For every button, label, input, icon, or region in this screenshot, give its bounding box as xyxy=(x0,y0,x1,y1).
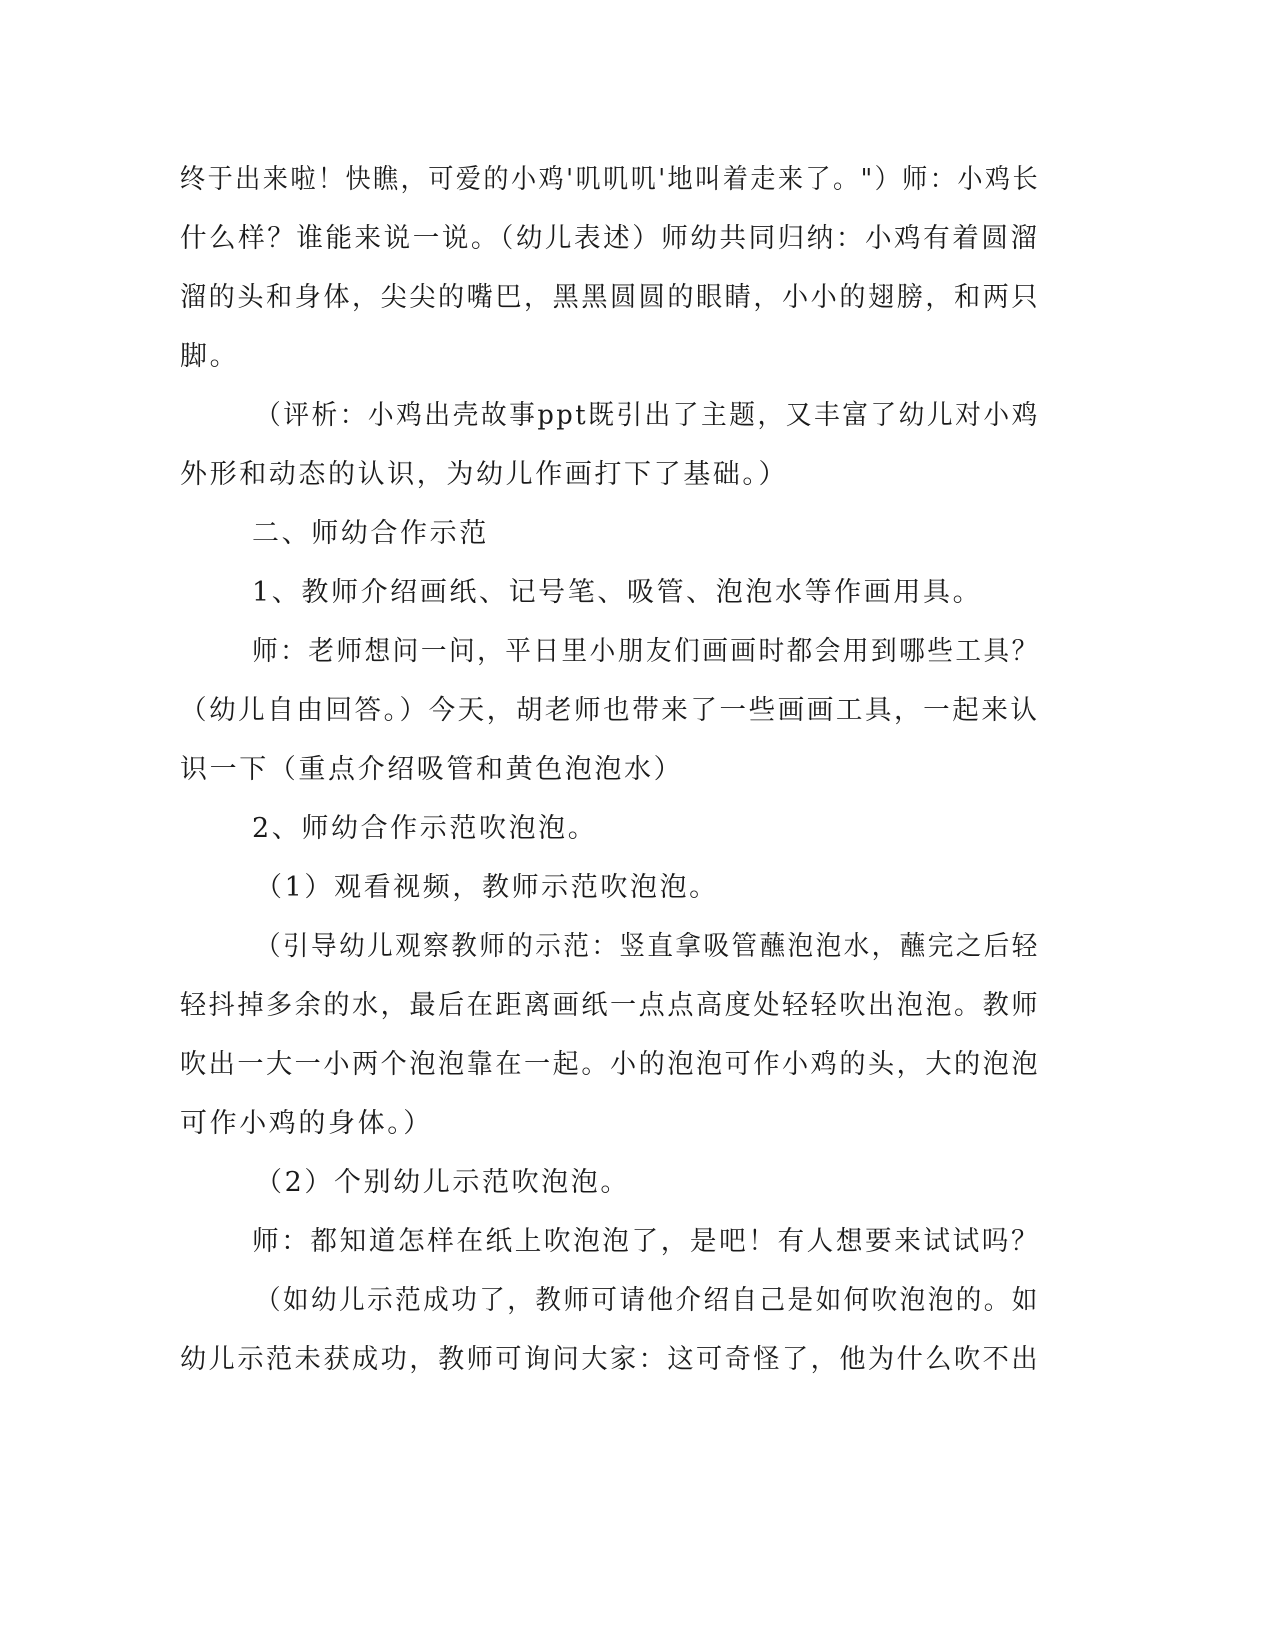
text-line: （2）个别幼儿示范吹泡泡。 xyxy=(255,1167,630,1198)
text-line: 终于出来啦！快瞧，可爱的小鸡'叽叽叽'地叫着走来了。"）师：小鸡长 xyxy=(180,164,1041,195)
text-line: 可作小鸡的身体。） xyxy=(180,1108,433,1139)
section-heading: 二、师幼合作示范 xyxy=(252,518,489,549)
text-line: 外形和动态的认识，为幼儿作画打下了基础。） xyxy=(180,459,789,490)
text-line: （1）观看视频，教师示范吹泡泡。 xyxy=(255,872,719,903)
text-line: 什么样？谁能来说一说。（幼儿表述）师幼共同归纳：小鸡有着圆溜 xyxy=(180,223,1040,254)
text-line: 师：老师想问一问，平日里小朋友们画画时都会用到哪些工具？ xyxy=(252,636,1040,667)
text-line: 溜的头和身体，尖尖的嘴巴，黑黑圆圆的眼睛，小小的翅膀，和两只 xyxy=(180,282,1040,313)
text-line: 幼儿示范未获成功，教师可询问大家：这可奇怪了，他为什么吹不出 xyxy=(180,1344,1040,1375)
text-line: （幼儿自由回答。）今天，胡老师也带来了一些画画工具，一起来认 xyxy=(180,695,1040,726)
text-line: 脚。 xyxy=(180,341,240,372)
text-line: 轻抖掉多余的水，最后在距离画纸一点点高度处轻轻吹出泡泡。教师 xyxy=(180,990,1040,1021)
text-line: （引导幼儿观察教师的示范：竖直拿吸管蘸泡泡水，蘸完之后轻 xyxy=(255,931,1040,962)
text-line: （如幼儿示范成功了，教师可请他介绍自己是如何吹泡泡的。如 xyxy=(255,1285,1040,1316)
text-line: 识一下（重点介绍吸管和黄色泡泡水） xyxy=(180,754,684,785)
text-line: 2、师幼合作示范吹泡泡。 xyxy=(252,813,598,844)
text-line: 吹出一大一小两个泡泡靠在一起。小的泡泡可作小鸡的头，大的泡泡 xyxy=(180,1049,1040,1080)
text-line: 1、教师介绍画纸、记号笔、吸管、泡泡水等作画用具。 xyxy=(252,577,983,608)
text-line: （评析：小鸡出壳故事ppt既引出了主题，又丰富了幼儿对小鸡 xyxy=(255,400,1040,431)
text-line: 师：都知道怎样在纸上吹泡泡了，是吧！有人想要来试试吗？ xyxy=(252,1226,1041,1257)
